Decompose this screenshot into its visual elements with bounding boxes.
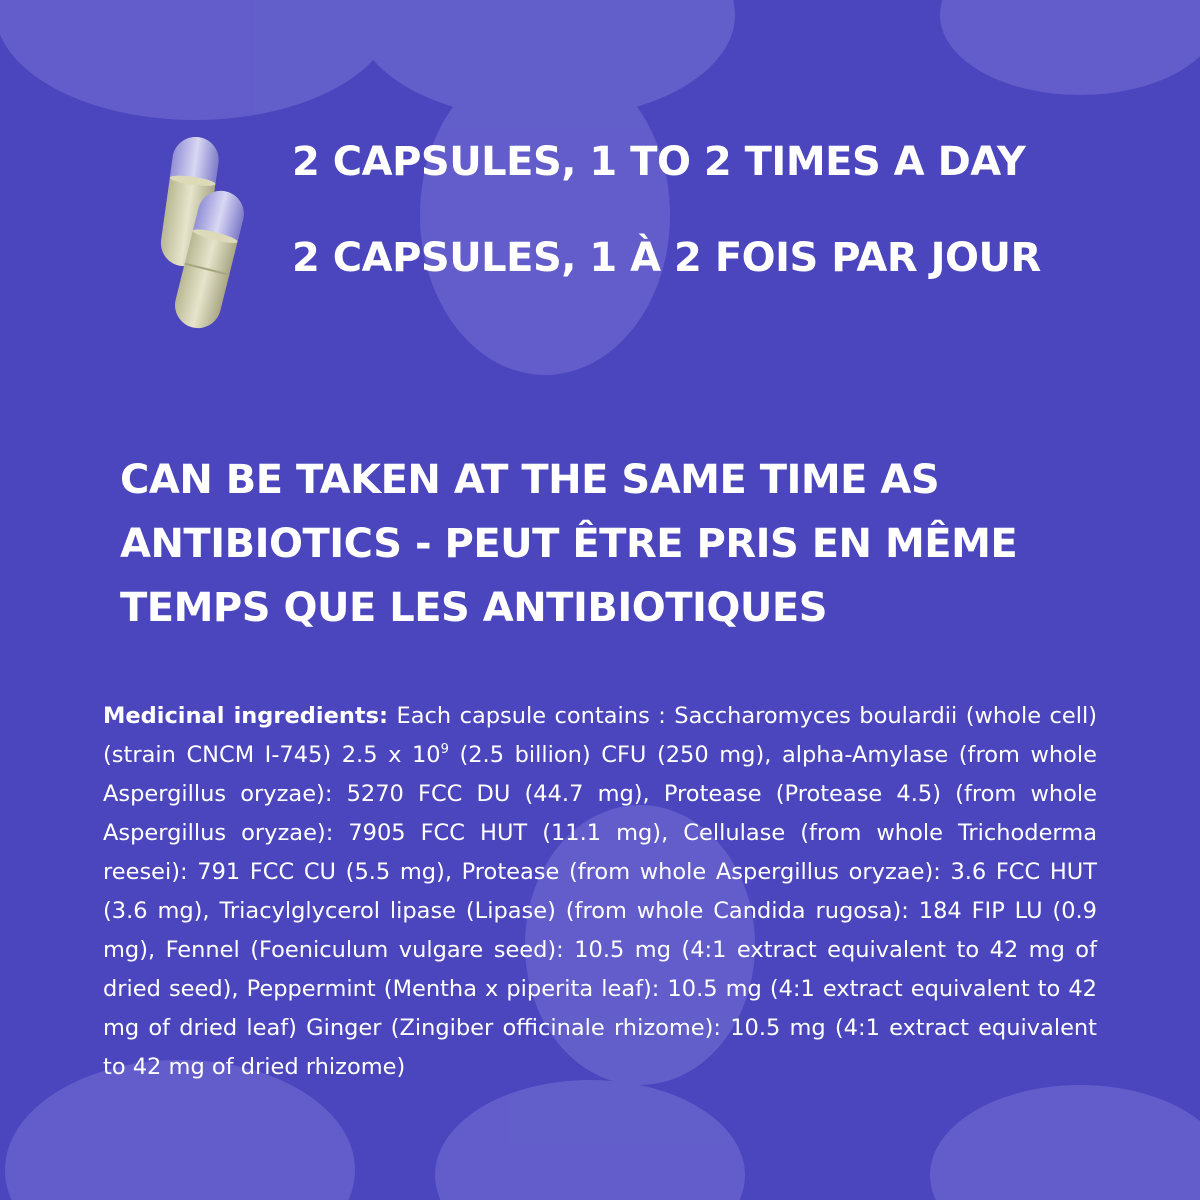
capsules-icon bbox=[138, 124, 258, 334]
ingredients-text-part1: Each capsule contains : Saccharomyces boulardii (whole cell) (strain CNCM I-745) 2.5 x 10 bbox=[103, 703, 1097, 768]
medicinal-ingredients bbox=[103, 697, 1097, 1087]
dosage-english: 2 CAPSULES, 1 TO 2 TIMES A DAY bbox=[292, 139, 1026, 185]
ingredients-text-part2: (2.5 billion) CFU (250 mg), alpha-Amylase (from whole Aspergillus oryzae): 5270 FCC DU (44.7 mg), Protease (Protease 4.5) (from whole Aspergillus oryzae): 7905 FCC HUT (11.1 mg), Cellulase (from whole Trichoderma reesei): 791 FCC CU (5.5 mg), Protease (from whole Aspergillus oryzae): 3.6 FCC HUT (3.6 mg), Triacylglycerol lipase (Lipase) (from whole Candida rugosa): 184 FIP LU (0.9 mg), Fennel (Foeniculum vulgare seed): 10.5 mg (4:1 extract equivalent to 42 mg of dried seed), Peppermint (Mentha x piperita leaf): 10.5 mg (4:1 extract equivalent to 42 mg of dried leaf) Ginger (Zingiber officinale rhizome): 10.5 mg (4:1 extract equivalent to 42 mg of dried rhizome) bbox=[103, 742, 1097, 1080]
dosage-french: 2 CAPSULES, 1 À 2 FOIS PAR JOUR bbox=[292, 235, 1041, 281]
ingredients-exponent: 9 bbox=[440, 742, 449, 757]
ingredients-label: Medicinal ingredients: bbox=[103, 703, 389, 729]
antibiotics-notice: CAN BE TAKEN AT THE SAME TIME AS ANTIBIOTICS - PEUT ÊTRE PRIS EN MÊME TEMPS QUE LES ANTIBIOTIQUES bbox=[120, 457, 1018, 631]
